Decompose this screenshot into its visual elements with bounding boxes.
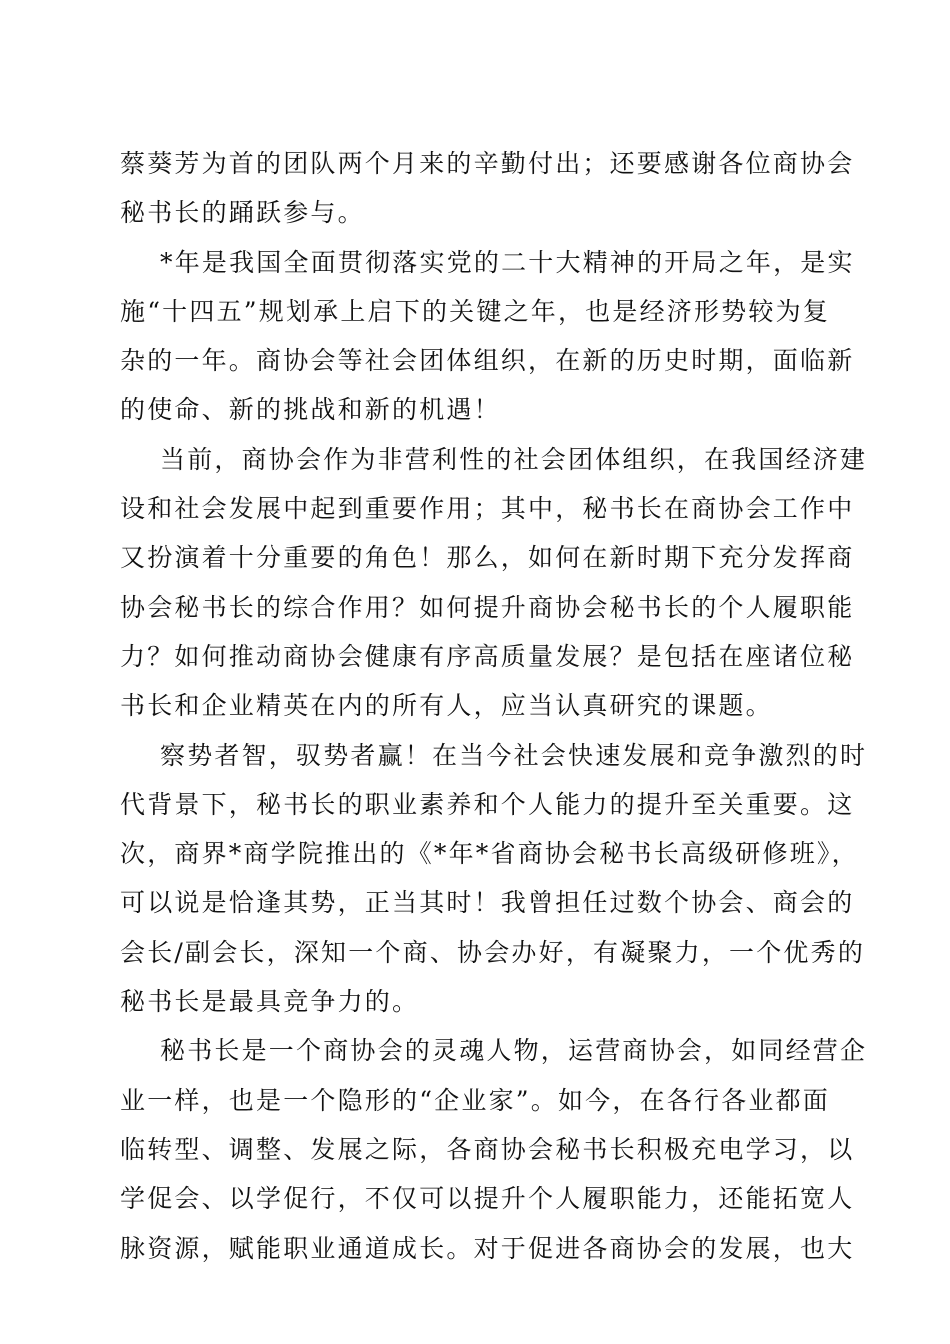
text-line: 力？如何推动商协会健康有序高质量发展？是包括在座诸位秘 — [120, 641, 855, 671]
text-line: 设和社会发展中起到重要作用；其中，秘书长在商协会工作中 — [120, 494, 855, 524]
text-line: 代背景下，秘书长的职业素养和个人能力的提升至关重要。这 — [120, 789, 855, 819]
text-line: 又扮演着十分重要的角色！那么，如何在新时期下充分发挥商 — [120, 543, 855, 573]
text-line: 会长/副会长，深知一个商、协会办好，有凝聚力，一个优秀的 — [120, 937, 866, 967]
text-line: 蔡葵芳为首的团队两个月来的辛勤付出；还要感谢各位商协会 — [120, 149, 855, 178]
text-line: 可以说是恰逢其势，正当其时！我曾担任过数个协会、商会的 — [120, 888, 855, 918]
text-line: 脉资源，赋能职业通道成长。对于促进各商协会的发展，也大 — [120, 1233, 855, 1263]
text-line: 协会秘书长的综合作用？如何提升商协会秘书长的个人履职能 — [120, 592, 855, 622]
paragraph-first-line: *年是我国全面贯彻落实党的二十大精神的开局之年，是实 — [160, 247, 855, 277]
text-line: 的使命、新的挑战和新的机遇！ — [120, 395, 501, 425]
text-line: 秘书长是最具竞争力的。 — [120, 987, 420, 1017]
text-line: 临转型、调整、发展之际，各商协会秘书长积极充电学习，以 — [120, 1134, 855, 1164]
text-line: 秘书长的踊跃参与。 — [120, 198, 365, 228]
document-body — [120, 139, 868, 1273]
paragraph-first-line: 秘书长是一个商协会的灵魂人物，运营商协会，如同经营企 — [160, 1036, 868, 1066]
text-line: 次，商界*商学院推出的《*年*省商协会秘书长高级研修班》， — [120, 839, 859, 869]
text-line: 业一样，也是一个隐形的“企业家”。如今，在各行各业都面 — [120, 1085, 830, 1115]
text-line: 书长和企业精英在内的所有人，应当认真研究的课题。 — [120, 691, 773, 721]
text-line: 杂的一年。商协会等社会团体组织，在新的历史时期，面临新 — [120, 346, 855, 376]
paragraph-first-line: 察势者智，驭势者赢！在当今社会快速发展和竞争激烈的时 — [160, 740, 868, 770]
text-line: 施“十四五”规划承上启下的关键之年，也是经济形势较为复 — [120, 296, 830, 326]
text-line: 学促会、以学促行，不仅可以提升个人履职能力，还能拓宽人 — [120, 1184, 855, 1214]
paragraph-first-line: 当前，商协会作为非营利性的社会团体组织，在我国经济建 — [160, 444, 868, 474]
